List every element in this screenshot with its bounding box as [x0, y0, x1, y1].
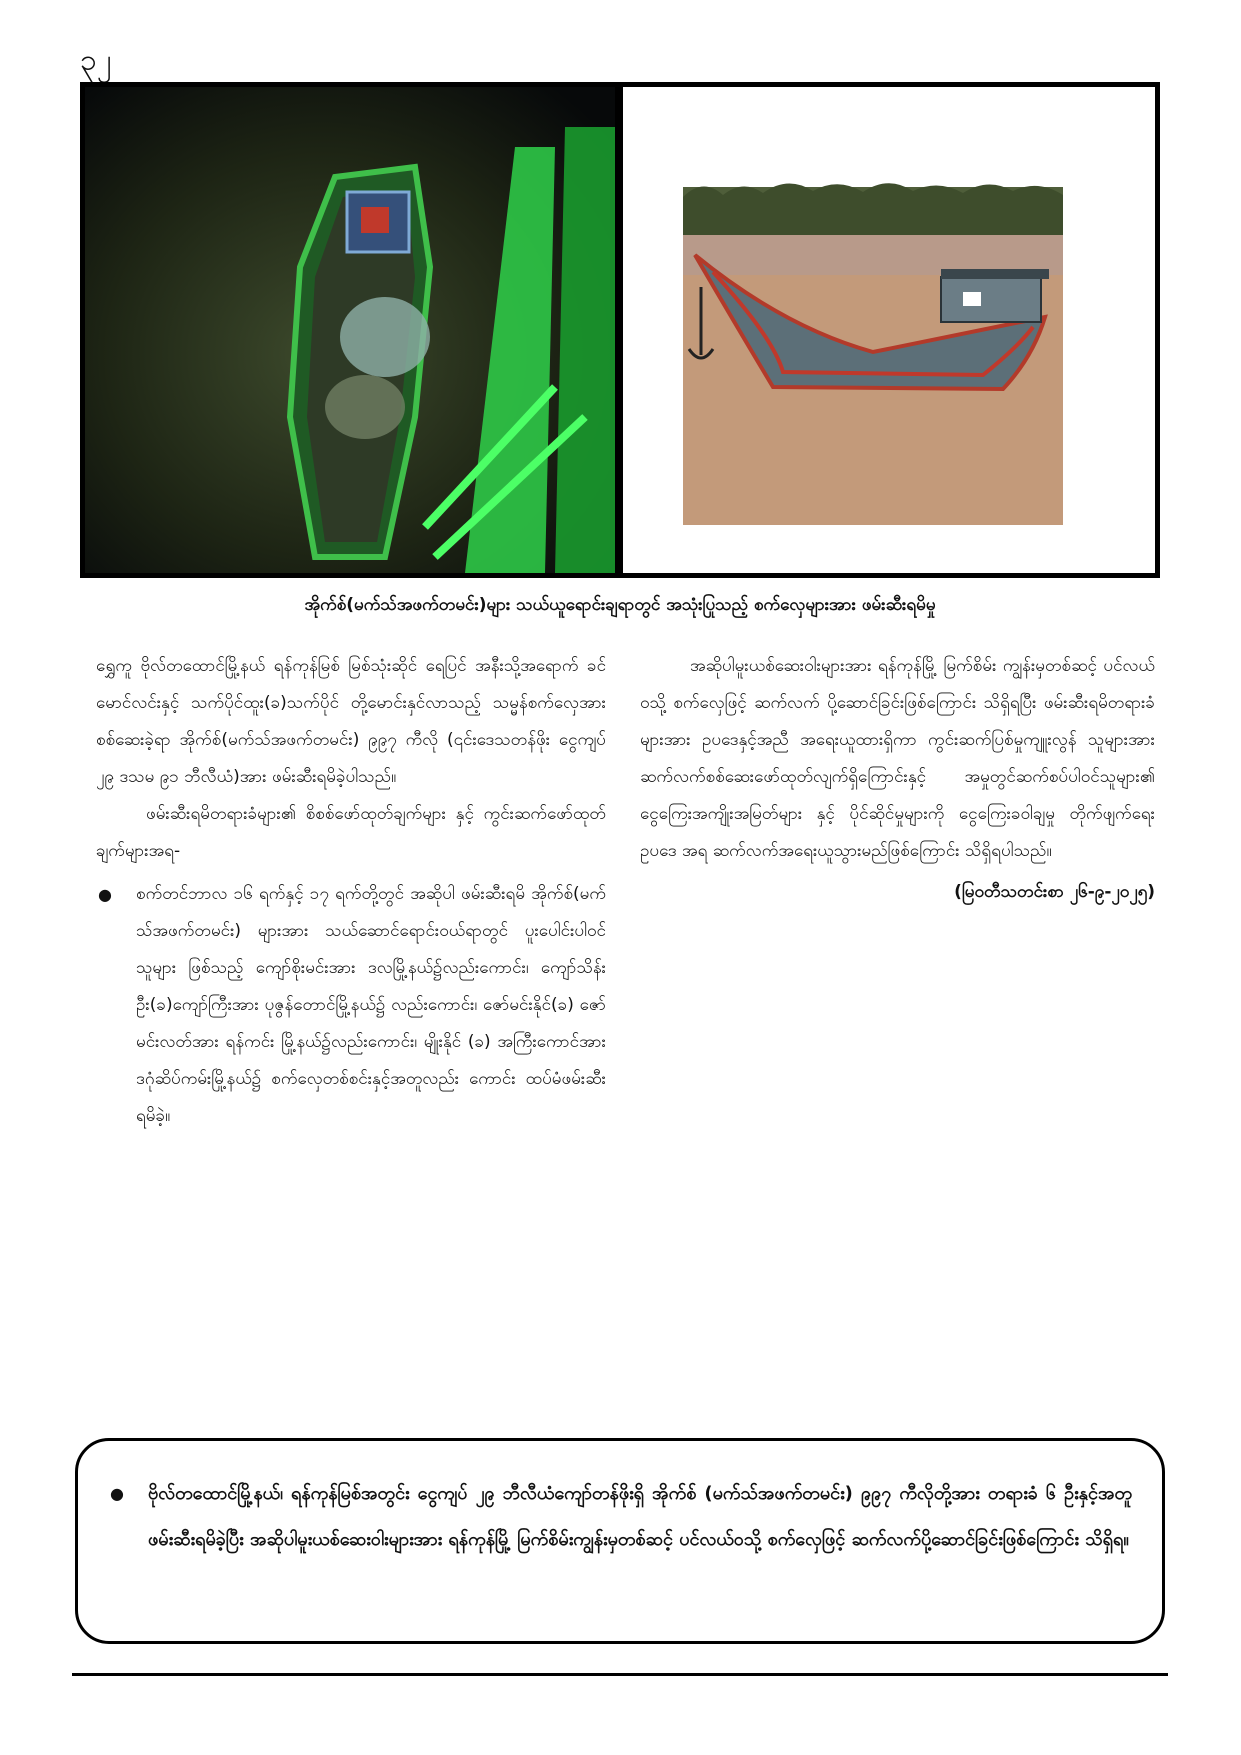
night-boat-illustration — [85, 87, 615, 573]
bullet-item: ● စက်တင်ဘာလ ၁၆ ရက်နှင့် ၁၇ ရက်တို့တွင် အဆိုပါ ဖမ်းဆီးရမိ အိုက်စ်(မက်သ်အဖက်တမင်း) များအား သယ်ဆောင်ရောင်းဝယ်ရာတွင် ပူးပေါင်းပါဝင်သူများ ဖြစ်သည့် ကျော်စိုးမင်းအား ဒလမြို့နယ်၌လည်းကောင်း၊ ကျော်သိန်းဦး(ခ)ကျော်ကြီးအား ပုဇွန်တောင်မြို့နယ်၌ လည်းကောင်း၊ ဇော်မင်းနိုင်(ခ) ဇော်မင်းလတ်အား ရန်ကင်း မြို့နယ်၌လည်းကောင်း၊ မျိုးနိုင် (ခ) အကြီးကောင်အား ဒဂုံဆိပ်ကမ်းမြို့နယ်၌ စက်လှေတစ်စင်းနှင့်အတူလည်း ကောင်း ထပ်မံဖမ်းဆီးရမိခဲ့။ — [96, 876, 606, 1135]
page-number: ၃၂ — [80, 43, 112, 78]
night-boat-photo — [85, 87, 615, 573]
left-paragraph-1: ရွှေကူ ဗိုလ်တထောင်မြို့နယ် ရန်ကုန်မြစ် မြစ်သုံးဆိုင် ရေပြင် အနီးသို့အရောက် ခင်မောင်လင်းနှင့် သက်ပိုင်ထူး(ခ)သက်ပိုင် တို့မောင်းနှင်လာသည့် သမ္မန်စက်လှေအား စစ်ဆေးခဲ့ရာ အိုက်စ်(မက်သ်အဖက်တမင်း) ၉၉၇ ကီလို (၎င်းဒေသတန်ဖိုး ငွေကျပ် ၂၉ ဒသမ ၉၁ ဘီလီယံ)အား ဖမ်းဆီးရမိခဲ့ပါသည်။ — [96, 656, 606, 787]
bullet-list — [96, 876, 606, 1135]
summary-text: ● ဗိုလ်တထောင်မြို့နယ်၊ ရန်ကုန်မြစ်အတွင်း ငွေကျပ် ၂၉ ဘီလီယံကျော်တန်ဖိုးရှိ အိုက်စ် (မက်သ်အဖက်တမင်း) ၉၉၇ ကီလိုတို့အား တရားခံ ၆ ဦးနှင့်အတူ ဖမ်းဆီးရမိခဲ့ပြီး အဆိုပါမူးယစ်ဆေးဝါးများအား ရန်ကုန်မြို့ မြက်စိမ်းကျွန်းမှတစ်ဆင့် ပင်လယ်ဝသို့ စက်လှေဖြင့် ဆက်လက်ပို့ဆောင်ခြင်းဖြစ်ကြောင်း သိရှိရ။ — [108, 1471, 1132, 1563]
right-column — [640, 648, 1155, 911]
source-citation: (မြဝတီသတင်းစာ ၂၆-၉-၂၀၂၅) — [954, 882, 1155, 902]
left-paragraph-2: ဖမ်းဆီးရမိတရားခံများ၏ စိစစ်ဖော်ထုတ်ချက်များ နှင့် ကွင်းဆက်ဖော်ထုတ်ချက်များအရ- — [96, 804, 606, 861]
river-boat-illustration — [623, 87, 1155, 573]
footer-rule — [72, 1673, 1168, 1676]
river-boat-photo — [623, 87, 1155, 573]
photo-frame — [80, 82, 1160, 578]
figure-caption: အိုက်စ်(မက်သ်အဖက်တမင်း)များ သယ်ယူရောင်းချရာတွင် အသုံးပြုသည့် စက်လှေများအား ဖမ်းဆီးရမိမှု — [304, 595, 936, 615]
left-column — [96, 648, 606, 1135]
summary-box — [75, 1438, 1165, 1644]
right-paragraph: အဆိုပါမူးယစ်ဆေးဝါးများအား ရန်ကုန်မြို့ မြက်စိမ်း ကျွန်းမှတစ်ဆင့် ပင်လယ်ဝသို့ စက်လှေဖြင့် ဆက်လက် ပို့ဆောင်ခြင်းဖြစ်ကြောင်း သိရှိရပြီး ဖမ်းဆီးရမိတရားခံများအား ဥပဒေနှင့်အညီ အရေးယူထားရှိကာ ကွင်းဆက်ပြစ်မှုကျူးလွန် သူများအား ဆက်လက်စစ်ဆေးဖော်ထုတ်လျက်ရှိကြောင်းနှင့် အမှုတွင်ဆက်စပ်ပါဝင်သူများ၏ ငွေကြေးအကျိုးအမြတ်များ နှင့် ပိုင်ဆိုင်မှုများကို ငွေကြေးခဝါချမှု တိုက်ဖျက်ရေးဥပဒေ အရ ဆက်လက်အရေးယူသွားမည်ဖြစ်ကြောင်း သိရှိရပါသည်။ — [640, 656, 1155, 861]
